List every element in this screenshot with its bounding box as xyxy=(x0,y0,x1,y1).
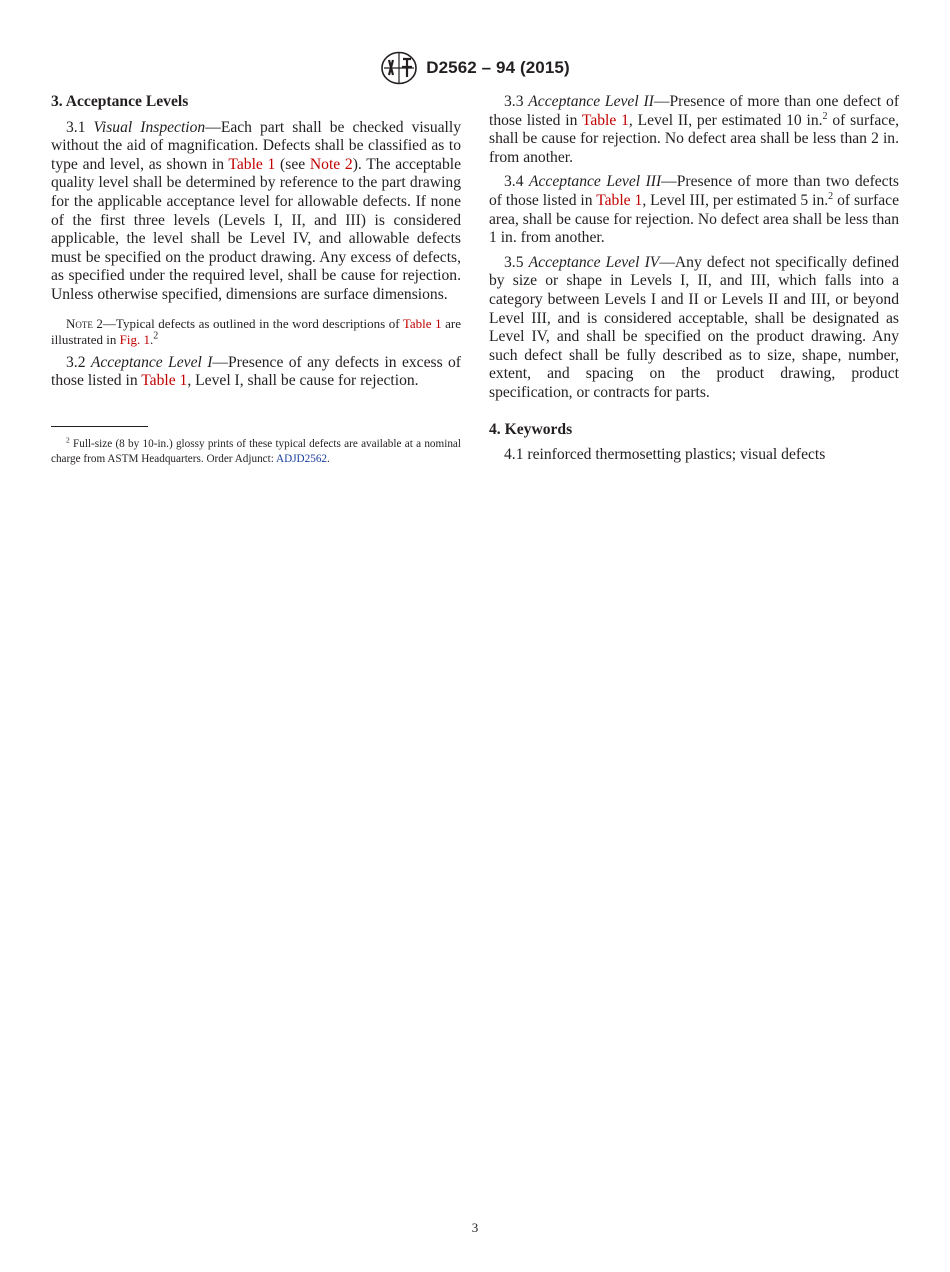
paragraph-number: 3.1 xyxy=(66,118,94,136)
right-column xyxy=(489,93,899,465)
standard-designation: D2562 – 94 (2015) xyxy=(426,58,570,77)
table-1-link[interactable]: Table 1 xyxy=(402,315,442,331)
footnote-divider xyxy=(51,426,148,427)
astm-logo-icon xyxy=(380,51,418,85)
paragraph-term: Acceptance Level III xyxy=(528,173,662,191)
paragraph-3-2 xyxy=(51,354,461,391)
paragraph-4-1: 4.1 reinforced thermosetting plastics; visual defects xyxy=(504,446,826,464)
page-number: 3 xyxy=(471,1220,479,1235)
paragraph-text: —Any defect not specifically defined by size or shape in Levels I, II, and III, which falls into a category between Levels I and II or Levels II and III, or beyond Level III, and is considered acceptable, shall be designated as Level IV, and shall be specified on the product drawing. Any such defect shall be fully described as to size, shape, number, extent, and spacing on the product drawing, product specification, or contracts for parts. xyxy=(489,253,900,401)
adjunct-link[interactable]: ADJD2562 xyxy=(276,453,328,465)
superscript: 2 xyxy=(822,110,828,122)
paragraph-text: ). The acceptable quality level shall be determined by reference to the part drawing for the applicable acceptance level for allowable defects. If none of the first three levels (Levels I, II, and III) is considered applicable, the level shall be Level IV, and allowable defects must be specified on the product drawing. Any excess of defects, as specified under the required level, shall be cause for rejection. Unless otherwise specified, dimensions are surface dimensions. xyxy=(51,155,461,303)
section-3-heading: 3. Acceptance Levels xyxy=(51,93,189,110)
section-4-heading: 4. Keywords xyxy=(489,420,573,438)
page-header xyxy=(0,50,950,86)
paragraph-text: , Level II, per estimated 10 in. xyxy=(628,111,823,129)
paragraph-text: —Each part shall be checked visually without the aid of magnification. Defects shall be classified as to type and level, as shown in xyxy=(51,118,461,173)
paragraph-term: Acceptance Level II xyxy=(528,93,654,110)
paragraph-term: Acceptance Level I xyxy=(90,353,213,371)
paragraph-3-3 xyxy=(489,93,899,167)
paragraph-term: Visual Inspection xyxy=(93,118,206,136)
paragraph-text: of surface, shall be cause for rejection. No defect area shall be less than 2 in. from another. xyxy=(489,111,900,166)
fig-1-link[interactable]: Fig. 1 xyxy=(119,331,150,347)
note-2-link[interactable]: Note 2 xyxy=(309,155,353,173)
paragraph-term: Acceptance Level IV xyxy=(528,253,660,271)
superscript: 2 xyxy=(828,190,834,202)
paragraph-3-5 xyxy=(489,254,899,403)
paragraph-text: , Level I, shall be cause for rejection. xyxy=(187,372,419,390)
footnote-text: . xyxy=(327,453,330,465)
paragraph-number: 3.2 xyxy=(66,353,91,371)
paragraph-3-4 xyxy=(489,173,899,247)
table-1-link[interactable]: Table 1 xyxy=(228,155,276,173)
note-text: . xyxy=(149,331,154,347)
paragraph-text: —Presence of more than one defect of those listed in xyxy=(489,93,900,129)
footnote-2 xyxy=(51,437,461,467)
paragraph-number: 3.4 xyxy=(504,173,529,191)
footnote-marker: 2 xyxy=(66,435,70,445)
paragraph-number: 3.5 xyxy=(504,253,529,271)
paragraph-text: , Level III, per estimated 5 in. xyxy=(642,191,829,209)
paragraph-text: of surface area, shall be cause for rejection. No defect area shall be less than 1 in. from another. xyxy=(489,191,899,247)
paragraph-3-1 xyxy=(51,119,461,305)
note-number: 2 xyxy=(92,315,103,331)
paragraph-number: 3.3 xyxy=(504,93,529,110)
paragraph-text: —Presence of more than two defects of those listed in xyxy=(489,173,900,209)
paragraph-text: —Presence of any defects in excess of those listed in xyxy=(51,353,461,390)
paragraph-text: (see xyxy=(275,155,310,173)
note-2 xyxy=(51,316,461,348)
table-1-link[interactable]: Table 1 xyxy=(581,111,629,129)
footnote-ref[interactable]: 2 xyxy=(153,330,159,342)
footnote-text: Full-size (8 by 10-in.) glossy prints of these typical defects are available at a nominal charge from ASTM Headquarters. Order Adjunct: xyxy=(51,438,461,465)
table-1-link[interactable]: Table 1 xyxy=(596,191,643,209)
note-label: Note xyxy=(66,315,93,331)
note-text: are illustrated in xyxy=(51,315,461,347)
note-text: —Typical defects as outlined in the word descriptions of xyxy=(102,315,403,331)
table-1-link[interactable]: Table 1 xyxy=(141,372,188,390)
left-column xyxy=(51,93,461,391)
